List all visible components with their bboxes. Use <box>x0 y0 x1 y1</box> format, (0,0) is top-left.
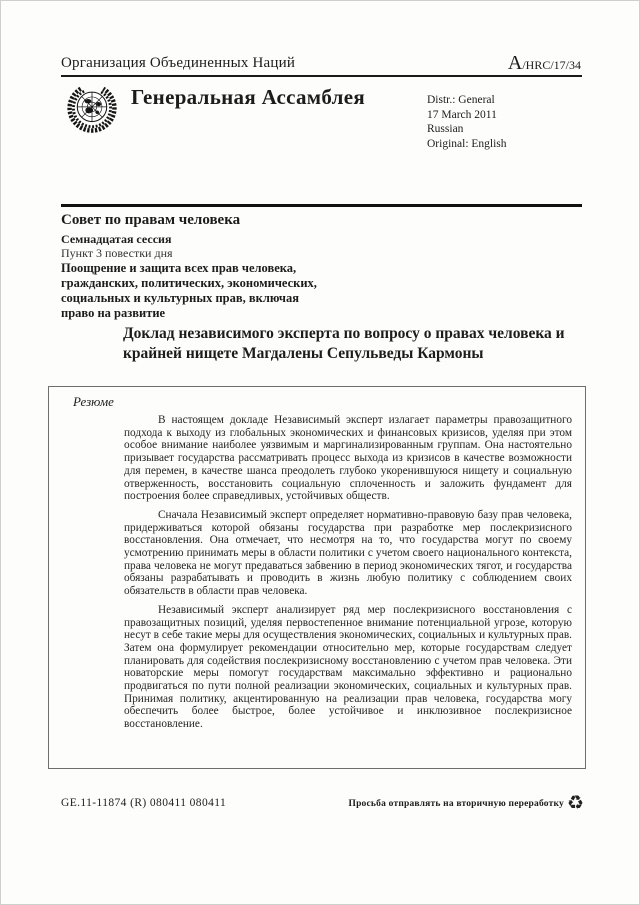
session-number: Семнадцатая сессия <box>61 232 172 246</box>
summary-paragraph: Сначала Независимый эксперт определяет нормативно-правовую базу прав человека, придерживаться которой обязаны государства при разработке мер послекризисного восстановления. Она отмечает, что несмотря на то, что государства могут по своему усмотрению принимать меры в области политики с учетом своего национального контекста, права человека не могут предаваться забвению в период экономических тягот, и государства обязаны разрабатывать и проводить в жизнь любую политику с соблюдением своих обязательств в области прав человека. <box>124 508 572 598</box>
summary-body <box>124 414 572 731</box>
org-name: Организация Объединенных Наций <box>61 55 296 71</box>
recycle-icon: ♻ <box>566 792 584 814</box>
summary-box <box>48 386 586 769</box>
distr-date: 17 March 2011 <box>427 108 497 121</box>
summary-heading: Резюме <box>73 394 114 409</box>
ge-number: GE.11-11874 (R) 080411 080411 <box>61 797 227 809</box>
assembly-title: Генеральная Ассамблея <box>131 85 366 109</box>
document-symbol <box>508 52 581 75</box>
recycle-notice <box>348 794 584 813</box>
distr-original: Original: English <box>427 137 507 150</box>
agenda-title: Поощрение и защита всех прав человека, гражданских, политических, экономических, социальных и культурных прав, включая право на развитие <box>61 261 317 320</box>
document-symbol-prefix: A <box>507 52 523 74</box>
header-rule <box>61 75 582 77</box>
agenda-item: Пункт 3 повестки дня <box>61 246 173 260</box>
un-emblem-icon <box>60 80 124 144</box>
summary-paragraph: Независимый эксперт анализирует ряд мер послекризисного восстановления с правозащитных позиций, уделяя первостепенное внимание потенциальной угрозе, которую несут в себе такие меры для осуществления экономических, социальных и культурных прав. Затем она формулирует рекомендации относительно мер, которые государствам следует планировать для содействия послекризисному восстановлению с учетом прав человека. Эти новаторские меры помогут государствам максимально эффективно и рационально продвигаться по пути полной реализации экономических, социальных и культурных прав. Принимая политику, акцентированную на реализации прав человека, государства могу обеспечить более быстрое, более устойчивое и инклюзивное послекризисное восстановление. <box>124 603 572 731</box>
section-rule <box>61 204 582 207</box>
distribution-block <box>427 93 507 151</box>
report-title: Доклад независимого эксперта по вопросу о правах человека и крайней нищете Магдалены Сепульведы Кармоны <box>123 325 565 362</box>
council-name: Совет по правам человека <box>61 212 241 228</box>
recycle-note-text: Просьба отправлять на вторичную переработку <box>348 798 564 809</box>
summary-paragraph: В настоящем докладе Независимый эксперт излагает параметры правозащитного подхода к выходу из глобальных экономических и финансовых кризисов, уделяя при этом особое внимание наиболее уязвимым и маргинализированным группам. Она настоятельно призывает государства рассматривать процесс выхода из кризисов в качестве возможности для перемен, в качестве шанса преодолеть глубоко укоренившуюся нищету и социальную отверженность, восстановить социальную сплоченность и заложить фундамент для построения более справедливых, устойчивых обществ. <box>124 414 572 503</box>
distr-line: Distr.: General <box>427 94 495 106</box>
distr-language: Russian <box>427 123 464 136</box>
document-symbol-suffix: /HRC/17/34 <box>522 58 581 72</box>
